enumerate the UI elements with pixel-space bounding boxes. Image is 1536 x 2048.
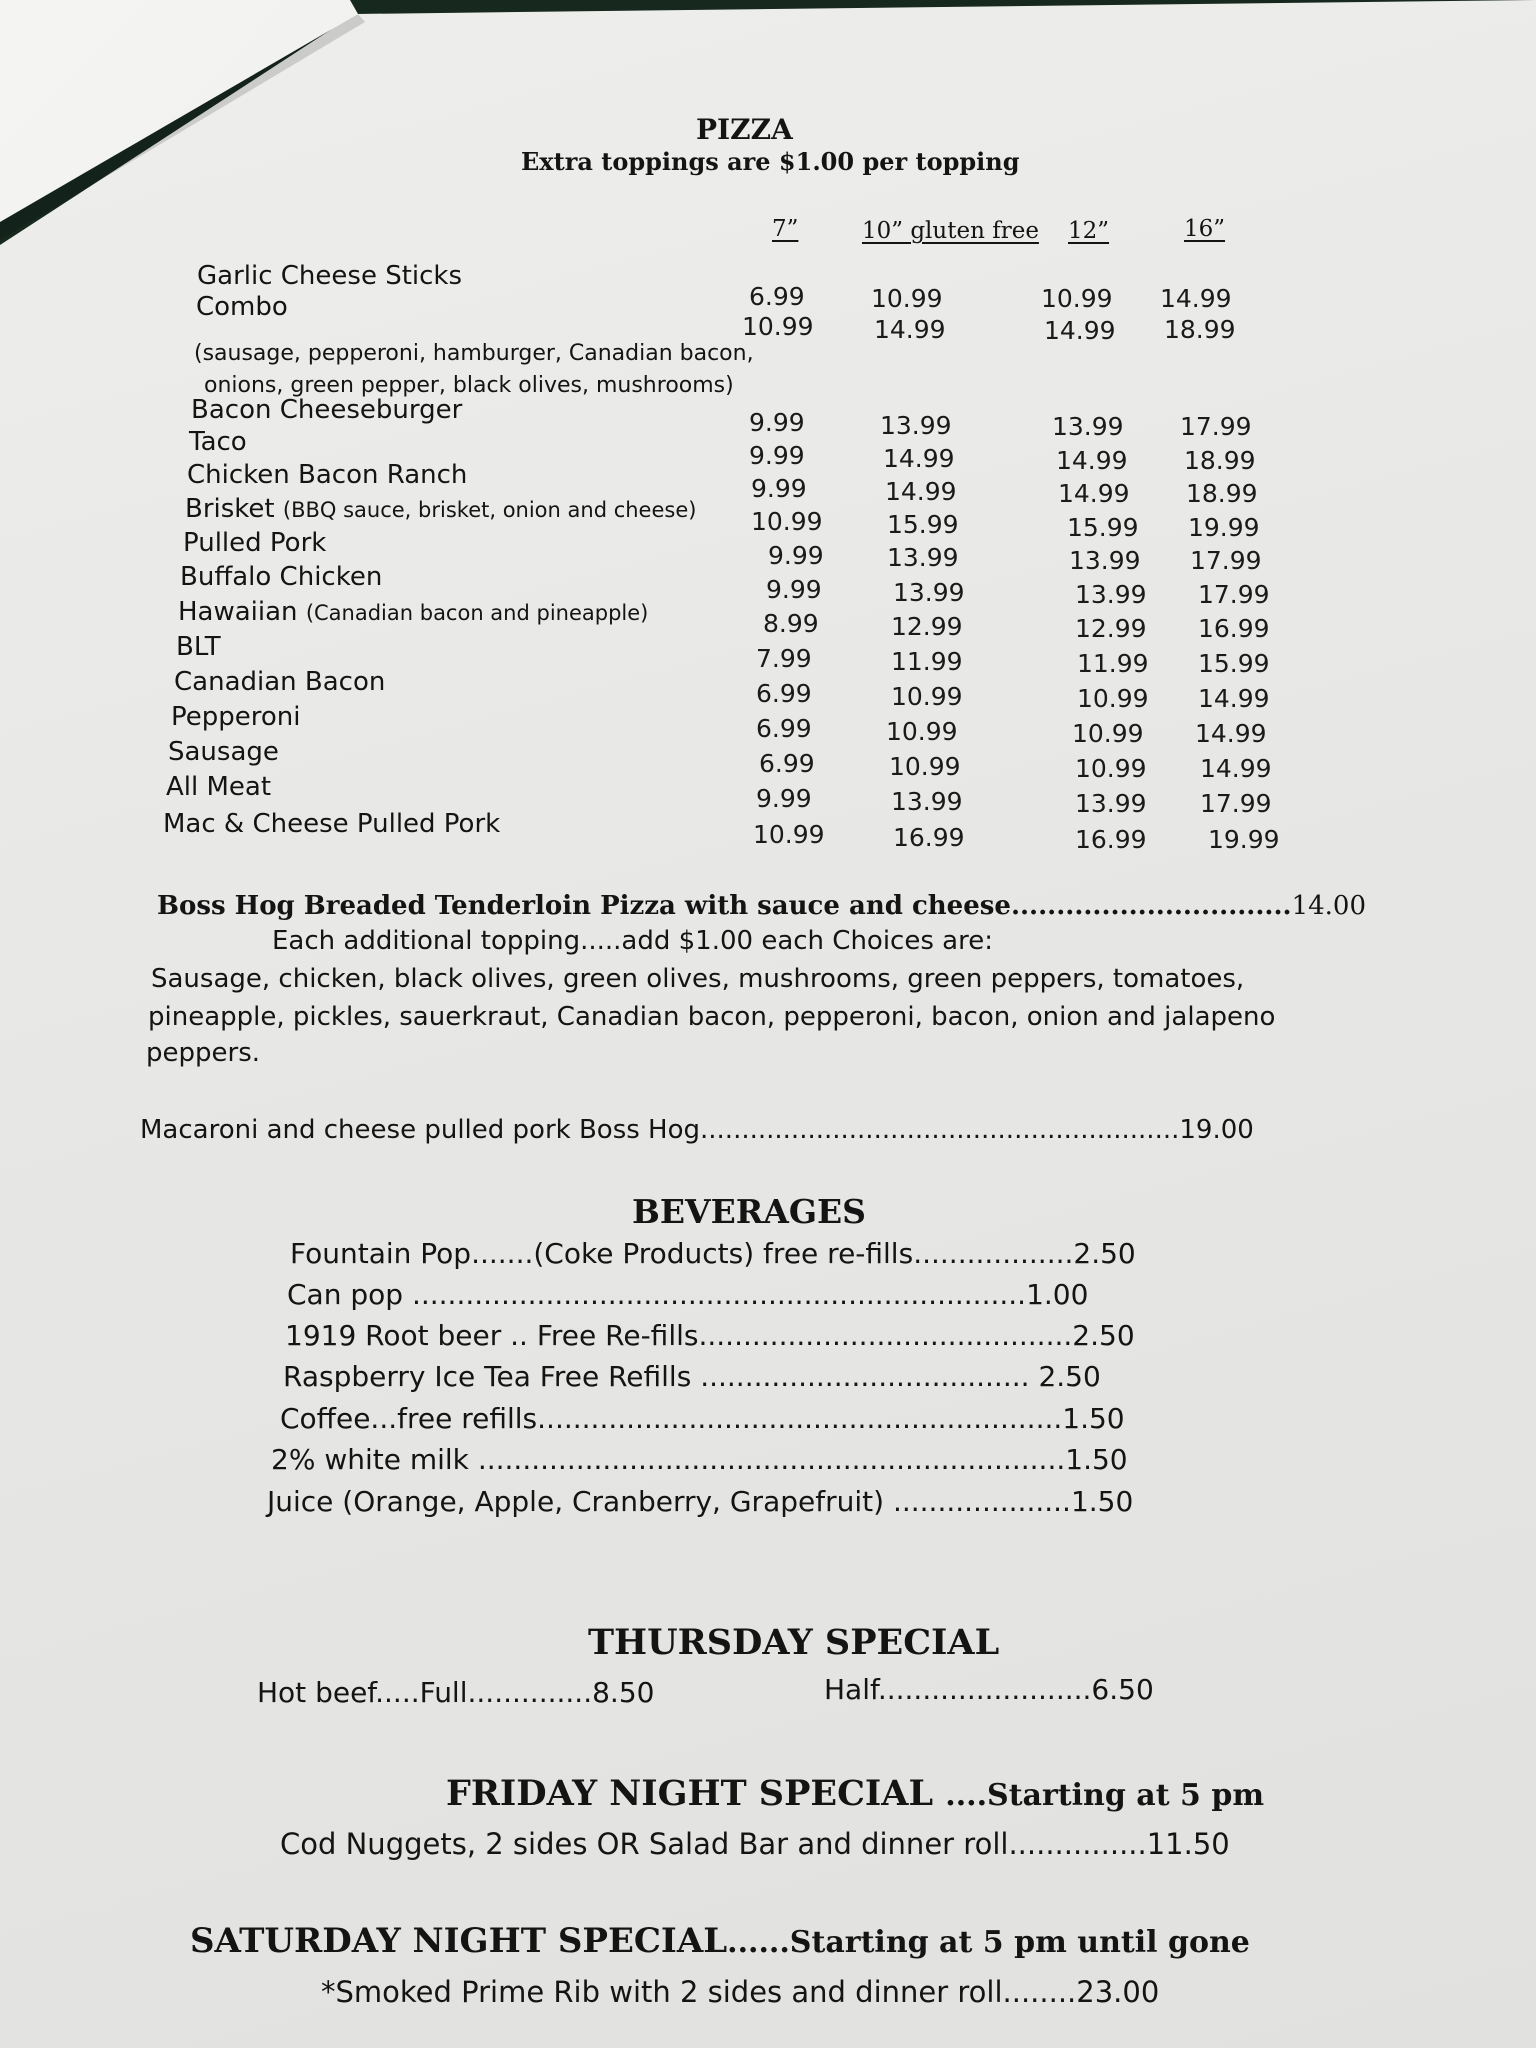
beverage-item: Raspberry Ice Tea Free Refills ..................................... 2.50 [283, 1360, 1101, 1393]
price-10: 15.99 [887, 510, 959, 539]
pizza-item-name: Bacon Cheeseburger [191, 395, 463, 425]
price-10: 10.99 [886, 717, 958, 746]
price-10: 10.99 [889, 752, 961, 781]
price-7: 6.99 [759, 749, 815, 778]
pizza-title: PIZZA [696, 113, 793, 146]
price-12: 13.99 [1069, 546, 1141, 575]
pizza-item-name: Chicken Bacon Ranch [187, 460, 468, 490]
beverage-item: 2% white milk ..................................................................1.50 [271, 1443, 1128, 1476]
price-12: 14.99 [1044, 316, 1116, 345]
pizza-item-name: Mac & Cheese Pulled Pork [163, 809, 501, 839]
beverage-item: 1919 Root beer .. Free Re-fills..........................................2.50 [285, 1319, 1135, 1352]
pizza-subtitle: Extra toppings are $1.00 per topping [521, 147, 1020, 176]
price-16: 14.99 [1200, 754, 1272, 783]
size-header-10-gluten-free: 10” gluten free [862, 218, 1039, 244]
price-10: 14.99 [883, 444, 955, 473]
price-16: 19.99 [1188, 513, 1260, 542]
price-10: 10.99 [871, 284, 943, 313]
price-7: 6.99 [756, 714, 812, 743]
saturday-desc: *Smoked Prime Rib with 2 sides and dinner roll........23.00 [321, 1975, 1160, 2009]
price-16: 16.99 [1198, 614, 1270, 643]
pizza-item-name: Pulled Pork [183, 528, 327, 558]
size-header-12: 12” [1068, 218, 1110, 244]
size-header-16: 16” [1184, 216, 1226, 242]
price-7: 9.99 [756, 784, 812, 813]
pizza-item-name: All Meat [166, 772, 272, 802]
pizza-item-name: BLT [176, 632, 221, 662]
beverage-item: Fountain Pop.......(Coke Products) free re-fills..................2.50 [290, 1237, 1136, 1270]
price-7: 10.99 [753, 820, 825, 849]
pizza-item-name: Taco [189, 427, 247, 457]
price-10: 11.99 [891, 647, 963, 676]
price-10: 13.99 [891, 787, 963, 816]
price-7: 10.99 [742, 312, 814, 341]
price-16: 14.99 [1195, 719, 1267, 748]
combo-note: onions, green pepper, black olives, mushrooms) [204, 373, 734, 398]
price-10: 13.99 [880, 411, 952, 440]
boss-hog-line: Boss Hog Breaded Tenderloin Pizza with sauce and cheese...............................14.00 [157, 891, 1366, 921]
price-16: 17.99 [1200, 789, 1272, 818]
price-10: 13.99 [893, 578, 965, 607]
price-7: 10.99 [751, 507, 823, 536]
beverages-title: BEVERAGES [632, 1192, 866, 1231]
pizza-item-note: (Canadian bacon and pineapple) [305, 601, 649, 625]
price-16: 17.99 [1190, 546, 1262, 575]
size-header-7: 7” [772, 216, 799, 242]
price-12: 13.99 [1052, 412, 1124, 441]
price-10: 10.99 [891, 682, 963, 711]
boss-hog-additional: Each additional topping.....add $1.00 each Choices are: [272, 926, 993, 956]
price-7: 9.99 [768, 541, 824, 570]
price-16: 17.99 [1180, 412, 1252, 441]
price-16: 14.99 [1160, 284, 1232, 313]
price-12: 10.99 [1077, 684, 1149, 713]
pizza-item-name: Pepperoni [171, 702, 301, 732]
pizza-item-name: Combo [196, 292, 288, 322]
pizza-item-note: (BBQ sauce, brisket, onion and cheese) [282, 498, 697, 522]
price-16: 18.99 [1186, 479, 1258, 508]
price-7: 9.99 [751, 474, 807, 503]
price-12: 14.99 [1058, 479, 1130, 508]
price-16: 15.99 [1198, 649, 1270, 678]
price-12: 13.99 [1075, 789, 1147, 818]
beverage-item: Can pop .....................................................................1.00 [287, 1278, 1089, 1311]
price-12: 10.99 [1072, 719, 1144, 748]
price-7: 7.99 [756, 644, 812, 673]
price-16: 19.99 [1208, 825, 1280, 854]
boss-hog-choices: Sausage, chicken, black olives, green olives, mushrooms, green peppers, tomatoes, [151, 964, 1245, 994]
thursday-title: THURSDAY SPECIAL [588, 1622, 1000, 1663]
price-12: 11.99 [1077, 649, 1149, 678]
price-10: 13.99 [887, 543, 959, 572]
mac-boss-hog-line: Macaroni and cheese pulled pork Boss Hog..........................................................19.00 [140, 1115, 1254, 1145]
price-12: 13.99 [1075, 580, 1147, 609]
boss-hog-choices: peppers. [146, 1038, 261, 1068]
price-12: 10.99 [1075, 754, 1147, 783]
friday-desc: Cod Nuggets, 2 sides OR Salad Bar and dinner roll...............11.50 [280, 1827, 1230, 1861]
price-12: 10.99 [1041, 284, 1113, 313]
price-16: 14.99 [1198, 684, 1270, 713]
price-10: 14.99 [874, 315, 946, 344]
price-12: 14.99 [1056, 446, 1128, 475]
beverage-item: Coffee...free refills...........................................................1.50 [280, 1402, 1125, 1435]
price-16: 18.99 [1184, 446, 1256, 475]
price-10: 14.99 [885, 477, 957, 506]
price-7: 6.99 [756, 679, 812, 708]
price-7: 9.99 [749, 441, 805, 470]
pizza-item-name: Garlic Cheese Sticks [197, 261, 463, 291]
boss-hog-choices: pineapple, pickles, sauerkraut, Canadian bacon, pepperoni, bacon, onion and jalapeno [148, 1002, 1276, 1032]
price-7: 9.99 [766, 575, 822, 604]
price-7: 6.99 [749, 282, 805, 311]
thursday-half: Half........................6.50 [824, 1673, 1154, 1706]
price-16: 18.99 [1164, 315, 1236, 344]
saturday-title: SATURDAY NIGHT SPECIAL......Starting at 5 pm until gone [190, 1921, 1250, 1961]
price-10: 12.99 [891, 612, 963, 641]
price-12: 12.99 [1075, 614, 1147, 643]
pizza-item-name: Hawaiian (Canadian bacon and pineapple) [178, 597, 649, 627]
pizza-item-name: Buffalo Chicken [180, 562, 383, 592]
beverage-item: Juice (Orange, Apple, Cranberry, Grapefruit) ....................1.50 [267, 1485, 1134, 1518]
price-10: 16.99 [893, 823, 965, 852]
price-12: 16.99 [1075, 825, 1147, 854]
price-7: 8.99 [763, 609, 819, 638]
thursday-full: Hot beef.....Full..............8.50 [257, 1676, 655, 1709]
price-7: 9.99 [749, 408, 805, 437]
friday-title: FRIDAY NIGHT SPECIAL ....Starting at 5 pm [446, 1773, 1265, 1814]
pizza-item-name: Sausage [168, 737, 279, 767]
combo-note: (sausage, pepperoni, hamburger, Canadian bacon, [194, 341, 754, 366]
price-16: 17.99 [1198, 580, 1270, 609]
pizza-item-name: Brisket (BBQ sauce, brisket, onion and cheese) [185, 494, 697, 524]
pizza-item-name: Canadian Bacon [174, 667, 386, 697]
price-12: 15.99 [1067, 513, 1139, 542]
